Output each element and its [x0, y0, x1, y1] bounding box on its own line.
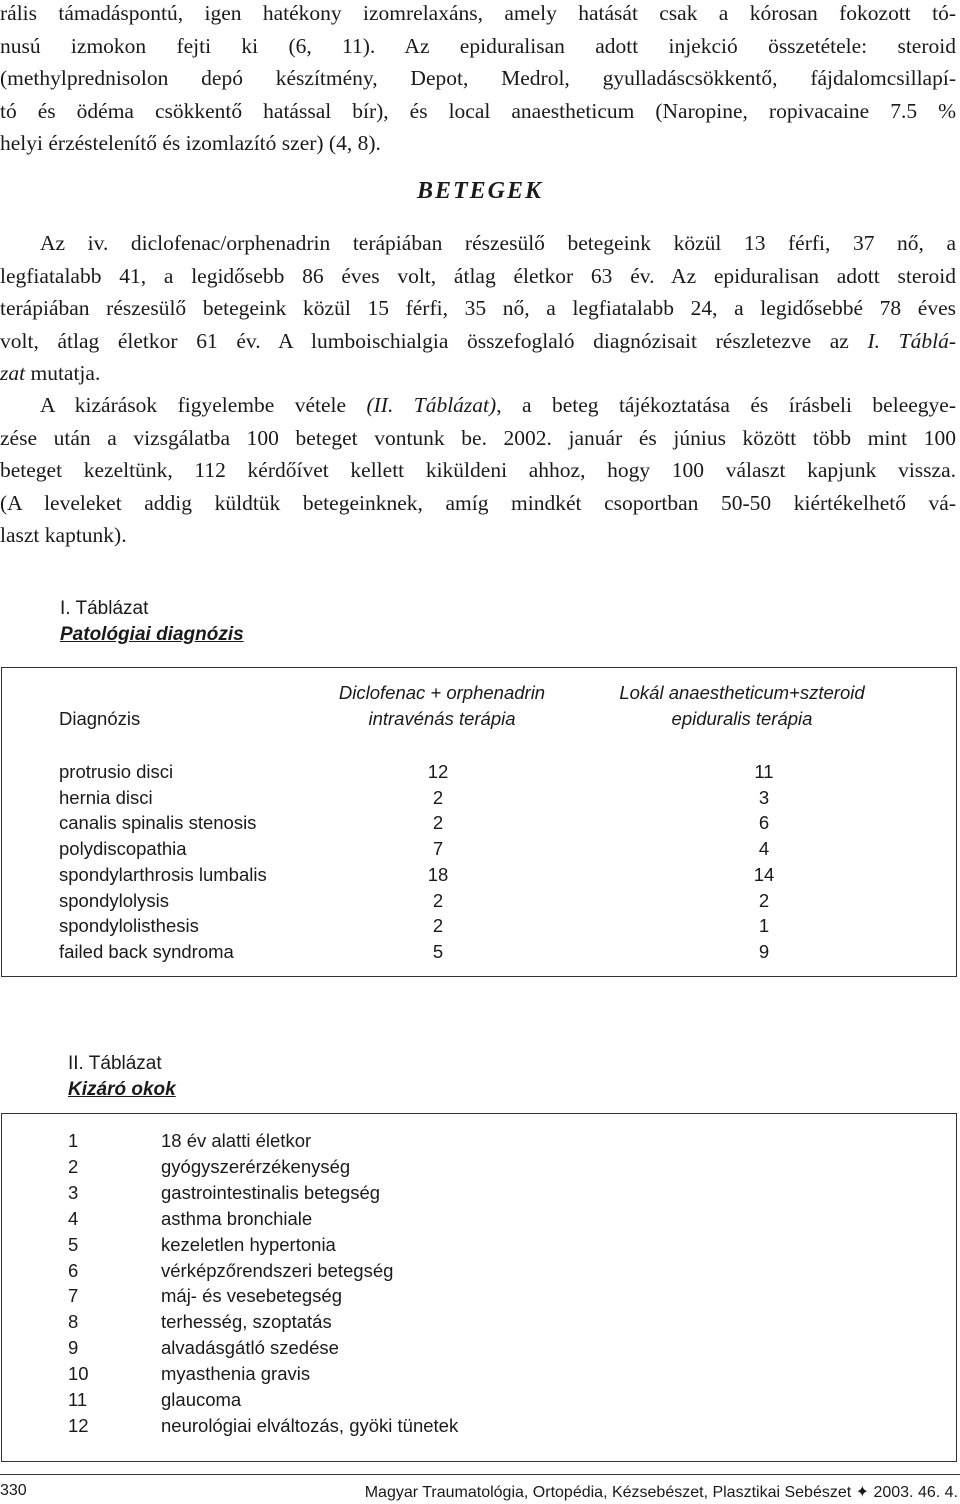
- table2-reason-cell: vérképzőrendszeri betegség: [161, 1259, 394, 1281]
- table1-epidural-cell: 11: [754, 761, 774, 782]
- table2-reason-cell: alvadásgátló szedése: [161, 1337, 339, 1359]
- text-line: rális támadáspontú, igen hatékony izomrelaxáns, amely hatását csak a kórosan fokozott tó-: [0, 1, 956, 25]
- text-segment: , a beteg tájékoztatása és írásbeli beleegye-: [496, 393, 956, 417]
- text-line: [0, 357, 956, 390]
- table2-number-cell: 2: [68, 1155, 79, 1177]
- table1-header-diagnosis: Diagnózis: [59, 708, 141, 729]
- table1-header-iv: [302, 682, 582, 730]
- table2-number-cell: 9: [68, 1337, 79, 1359]
- table1-diagnosis-cell: failed back syndroma: [59, 940, 234, 962]
- header-line: intravénás terápia: [368, 708, 516, 729]
- table2-number-cell: 1: [68, 1130, 79, 1151]
- table1-diagnosis-cell: spondylarthrosis lumbalis: [59, 863, 267, 885]
- table1-caption: [60, 596, 244, 648]
- table1-iv-cell: 18: [427, 863, 449, 885]
- table1-iv-cell: 5: [432, 940, 444, 962]
- table2: [1, 1113, 957, 1462]
- table2-title: Kizáró okok: [68, 1079, 176, 1100]
- table1-epidural-cell: 2: [758, 889, 770, 911]
- table1-epidural-cell: 14: [753, 863, 775, 885]
- text-line: Az iv. diclofenac/orphenadrin terápiában részesülő betegeink közül 13 férfi, 37 nő, a: [40, 231, 956, 255]
- text-line: laszt kaptunk).: [0, 523, 127, 547]
- body-paragraph-2: [0, 389, 956, 552]
- text-line: beteget kezeltünk, 112 kérdőívet kellett kiküldeni ahhoz, hogy 100 választ kapjunk vissza.: [0, 458, 956, 482]
- table2-caption: [68, 1051, 176, 1103]
- table1-diagnosis-cell: protrusio disci: [59, 761, 174, 782]
- table-reference: (II. Táblázat): [366, 393, 497, 417]
- table1-diagnosis-cell: spondylolysis: [59, 889, 170, 911]
- text-line: (A leveleket addig küldtük betegeinknek, amíg mindkét csoportban 50-50 kiértékelhető vá-: [0, 490, 956, 515]
- footer-rule: [0, 1474, 960, 1475]
- intro-paragraph: [0, 0, 956, 160]
- text-line: legfiatalabb 41, a legidősebb 86 éves volt, átlag életkor 63 év. Az epiduralisan adott steroid: [0, 263, 956, 288]
- table2-number-cell: 12: [68, 1414, 89, 1436]
- body-paragraph-1: [0, 227, 956, 390]
- journal-footer: Magyar Traumatológia, Ortopédia, Kézsebészet, Plasztikai Sebészet ✦ 2003. 46. 4.: [364, 1484, 958, 1501]
- table1-epidural-cell: 3: [758, 786, 770, 808]
- text-line: [0, 389, 956, 422]
- text-line: zése után a vizsgálatba 100 beteget vontunk be. 2002. január és június között több mint 100: [0, 425, 956, 450]
- table1: [1, 667, 957, 977]
- text-segment: mutatja.: [30, 361, 101, 385]
- text-segment: A kizárások figyelembe vétele: [40, 393, 347, 417]
- table2-reason-cell: kezeletlen hypertonia: [161, 1233, 336, 1255]
- table2-reason-cell: gastrointestinalis betegség: [161, 1181, 381, 1203]
- table1-diagnosis-cell: polydiscopathia: [59, 838, 187, 860]
- header-line: Lokál anaestheticum+szteroid: [619, 682, 865, 703]
- table1-title: Patológiai diagnózis: [60, 624, 244, 645]
- table1-epidural-cell: 9: [758, 940, 770, 962]
- table1-epidural-cell: 4: [758, 838, 770, 860]
- text-line: nusú izmokon fejti ki (6, 11). Az epiduralisan adott injekció összetétele: steroid: [0, 33, 956, 58]
- table1-label: I. Táblázat: [60, 598, 149, 619]
- table1-header-epidural: [592, 682, 892, 730]
- table2-reason-cell: gyógyszerérzékenység: [161, 1155, 351, 1177]
- table-reference: zat: [0, 361, 26, 385]
- table1-iv-cell: 2: [432, 812, 444, 834]
- text-line: (methylprednisolon depó készítmény, Depot, Medrol, gyulladáscsökkentő, fájdalomcsillapí-: [0, 66, 956, 90]
- table2-number-cell: 6: [68, 1259, 79, 1281]
- table2-reason-cell: máj- és vesebetegség: [161, 1285, 342, 1307]
- page-number: 330: [0, 1482, 27, 1499]
- table1-diagnosis-cell: spondylolisthesis: [59, 915, 199, 937]
- table2-number-cell: 8: [68, 1311, 79, 1333]
- text-line: terápiában részesülő betegeink közül 15 férfi, 35 nő, a legfiatalabb 24, a legidősebbé 78 éves: [0, 296, 956, 320]
- header-line: epiduralis terápia: [671, 708, 813, 729]
- table2-reason-cell: neurológiai elváltozás, gyöki tünetek: [161, 1414, 459, 1436]
- table1-iv-cell: 7: [432, 838, 444, 860]
- table2-reason-cell: myasthenia gravis: [161, 1363, 311, 1385]
- table2-number-cell: 4: [68, 1207, 79, 1229]
- table2-reason-cell: glaucoma: [161, 1389, 242, 1410]
- text-line: helyi érzéstelenítő és izomlazító szer) (4, 8).: [0, 131, 381, 155]
- table1-diagnosis-cell: canalis spinalis stenosis: [59, 812, 257, 834]
- text-line: [0, 325, 956, 358]
- table2-number-cell: 10: [68, 1363, 89, 1385]
- section-heading: BETEGEK: [416, 178, 544, 204]
- table-reference: I. Táblá-: [867, 328, 957, 353]
- table1-iv-cell: 2: [432, 889, 444, 911]
- text-segment: volt, átlag életkor 61 év. A lumboischialgia összefoglaló diagnózisait részletezve az: [0, 328, 849, 353]
- table1-diagnosis-cell: hernia disci: [59, 786, 153, 808]
- text-line: tó és ödéma csökkentő hatással bír), és local anaestheticum (Naropine, ropivacaine 7.5 %: [0, 98, 956, 123]
- table2-number-cell: 11: [68, 1389, 88, 1410]
- table2-number-cell: 3: [68, 1181, 79, 1203]
- header-line: Diclofenac + orphenadrin: [338, 682, 546, 703]
- table1-iv-cell: 12: [427, 761, 449, 782]
- table1-iv-cell: 2: [432, 915, 444, 937]
- table2-number-cell: 7: [68, 1285, 79, 1307]
- table1-epidural-cell: 6: [758, 812, 770, 834]
- table1-iv-cell: 2: [432, 786, 444, 808]
- table2-label: II. Táblázat: [68, 1053, 162, 1074]
- table2-number-cell: 5: [68, 1233, 79, 1255]
- table2-reason-cell: terhesség, szoptatás: [161, 1311, 332, 1333]
- table1-epidural-cell: 1: [758, 915, 770, 937]
- table2-reason-cell: 18 év alatti életkor: [161, 1130, 312, 1151]
- table2-reason-cell: asthma bronchiale: [161, 1207, 313, 1229]
